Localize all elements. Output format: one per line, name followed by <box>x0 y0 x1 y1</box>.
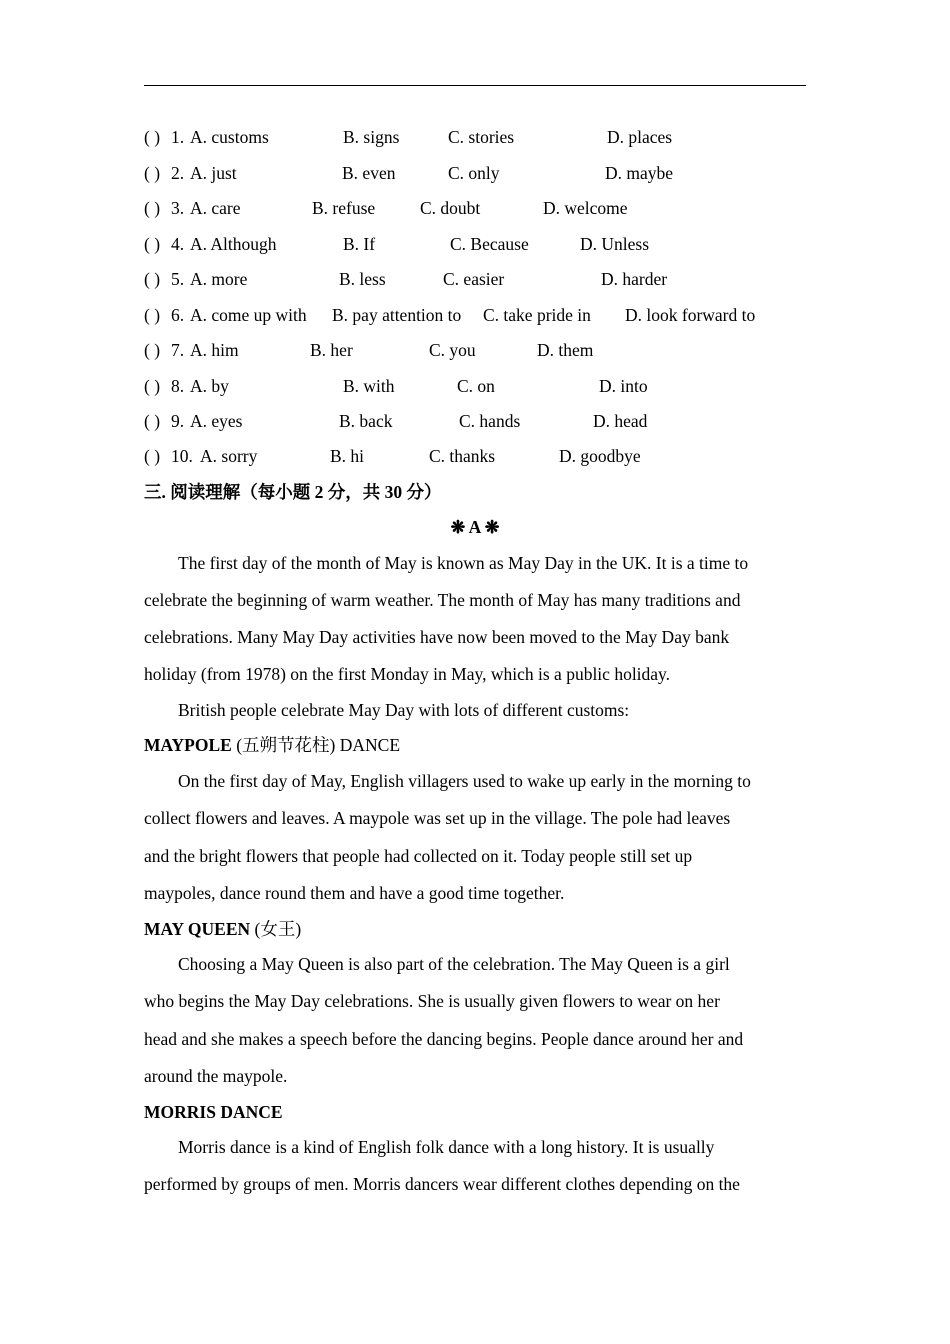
question-number: 10. <box>171 446 193 466</box>
paragraph-line: head and she makes a speech before the dancing begins. People dance around her and <box>144 1029 744 1049</box>
subheading-rest: (女王) <box>250 919 302 939</box>
option-b: B. her <box>310 340 353 360</box>
paragraph-line: who begins the May Day celebrations. She is usually given flowers to wear on her <box>144 991 720 1011</box>
paragraph-line: celebrations. Many May Day activities have now been moved to the May Day bank <box>144 627 730 647</box>
option-a: A. sorry <box>200 446 258 466</box>
paragraph-line: collect flowers and leaves. A maypole was set up in the village. The pole had leaves <box>144 808 731 828</box>
subheading-bold: MAYPOLE <box>144 735 232 755</box>
option-b: B. refuse <box>312 198 376 218</box>
header-rule <box>144 85 806 86</box>
answer-blank[interactable]: ( ) <box>144 376 161 396</box>
option-c: C. take pride in <box>483 305 591 325</box>
subheading-rest: (五朔节花柱) DANCE <box>231 735 401 755</box>
option-b: B. hi <box>330 446 365 466</box>
answer-blank[interactable]: ( ) <box>144 446 161 466</box>
option-b: B. less <box>339 269 386 289</box>
option-c: C. Because <box>450 234 529 254</box>
option-c: C. thanks <box>429 446 496 466</box>
question-number: 8. <box>171 376 185 396</box>
option-c: C. only <box>448 163 500 183</box>
question-number: 3. <box>171 198 185 218</box>
subheading-may-queen <box>144 917 301 941</box>
option-c: C. easier <box>443 269 505 289</box>
paragraph-line: maypoles, dance round them and have a good time together. <box>144 883 565 903</box>
option-b: B. If <box>343 234 376 254</box>
option-d: D. welcome <box>543 198 628 218</box>
paragraph-line: around the maypole. <box>144 1066 288 1086</box>
question-number: 1. <box>171 127 185 147</box>
paragraph-line: On the first day of May, English villagers used to wake up early in the morning to <box>178 771 751 791</box>
option-d: D. Unless <box>580 234 650 254</box>
paragraph-line: performed by groups of men. Morris dancers wear different clothes depending on the <box>144 1174 740 1194</box>
answer-blank[interactable]: ( ) <box>144 234 161 254</box>
option-c: C. on <box>457 376 495 396</box>
option-a: A. Although <box>190 234 277 254</box>
question-number: 5. <box>171 269 185 289</box>
paragraph-line: The first day of the month of May is known as May Day in the UK. It is a time to <box>178 553 749 573</box>
option-c: C. stories <box>448 127 515 147</box>
option-d: D. maybe <box>605 163 674 183</box>
option-d: D. them <box>537 340 594 360</box>
option-d: D. head <box>593 411 648 431</box>
option-a: A. him <box>190 340 239 360</box>
subheading-maypole <box>144 733 400 757</box>
section-title: 三. 阅读理解（每小题 2 分，共 30 分） <box>144 482 442 502</box>
question-number: 2. <box>171 163 185 183</box>
option-a: A. just <box>190 163 237 183</box>
question-number: 9. <box>171 411 185 431</box>
option-a: A. customs <box>190 127 269 147</box>
question-number: 4. <box>171 234 185 254</box>
answer-blank[interactable]: ( ) <box>144 269 161 289</box>
paragraph-line: British people celebrate May Day with lots of different customs: <box>178 700 630 720</box>
subheading-morris-dance: MORRIS DANCE <box>144 1102 283 1122</box>
option-b: B. pay attention to <box>332 305 462 325</box>
option-a: A. more <box>190 269 248 289</box>
paragraph-line: Morris dance is a kind of English folk dance with a long history. It is usually <box>178 1137 715 1157</box>
answer-blank[interactable]: ( ) <box>144 127 161 147</box>
option-d: D. places <box>607 127 673 147</box>
option-c: C. you <box>429 340 476 360</box>
option-d: D. goodbye <box>559 446 641 466</box>
question-number: 7. <box>171 340 185 360</box>
paragraph-line: Choosing a May Queen is also part of the celebration. The May Queen is a girl <box>178 954 730 974</box>
answer-blank[interactable]: ( ) <box>144 163 161 183</box>
option-d: D. harder <box>601 269 668 289</box>
option-d: D. look forward to <box>625 305 756 325</box>
subheading-bold: MAY QUEEN <box>144 919 251 939</box>
option-b: B. with <box>343 376 395 396</box>
question-number: 6. <box>171 305 185 325</box>
answer-blank[interactable]: ( ) <box>144 198 161 218</box>
option-a: A. come up with <box>190 305 307 325</box>
option-b: B. even <box>342 163 396 183</box>
option-b: B. back <box>339 411 393 431</box>
option-a: A. eyes <box>190 411 243 431</box>
option-a: A. care <box>190 198 241 218</box>
option-d: D. into <box>599 376 648 396</box>
option-c: C. hands <box>459 411 521 431</box>
answer-blank[interactable]: ( ) <box>144 340 161 360</box>
option-a: A. by <box>190 376 229 396</box>
option-b: B. signs <box>343 127 400 147</box>
paragraph-line: celebrate the beginning of warm weather. The month of May has many traditions and <box>144 590 741 610</box>
paragraph-line: holiday (from 1978) on the first Monday in May, which is a public holiday. <box>144 664 671 684</box>
option-c: C. doubt <box>420 198 481 218</box>
passage-title: ❋ A ❋ <box>450 517 500 537</box>
answer-blank[interactable]: ( ) <box>144 305 161 325</box>
answer-blank[interactable]: ( ) <box>144 411 161 431</box>
paragraph-line: and the bright flowers that people had collected on it. Today people still set up <box>144 846 693 866</box>
